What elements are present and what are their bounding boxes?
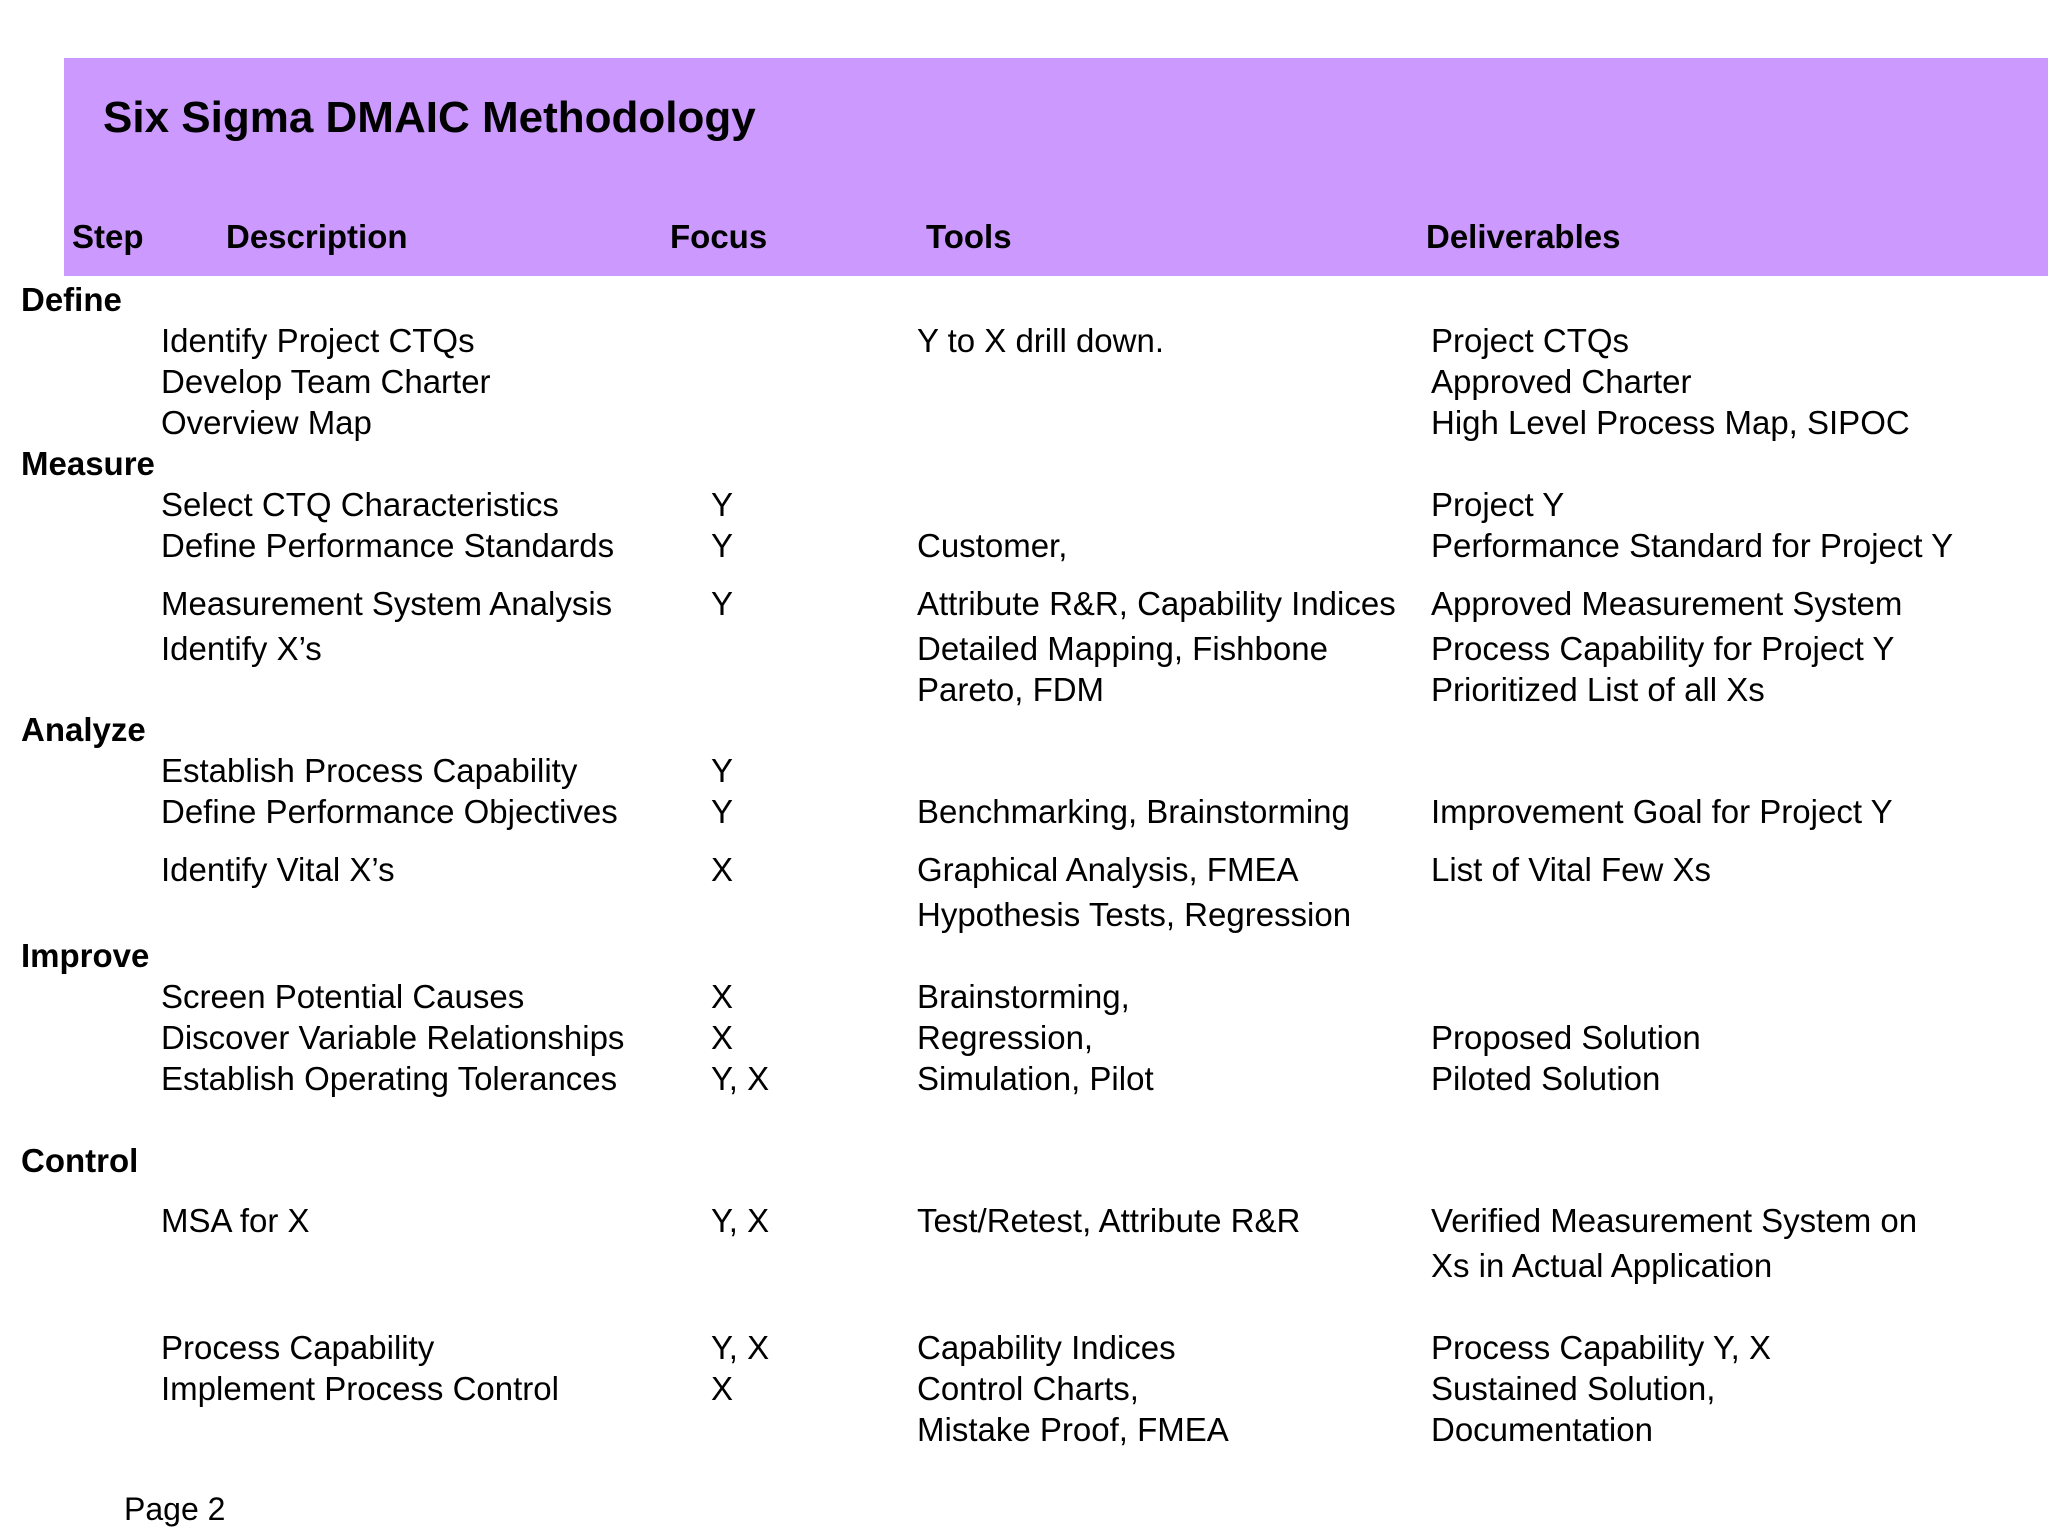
row-description: Overview Map xyxy=(161,404,372,441)
row-description: Establish Operating Tolerances xyxy=(161,1060,618,1097)
row-deliverables: Project CTQs xyxy=(1431,322,1630,359)
row-deliverables: Prioritized List of all Xs xyxy=(1431,671,1765,708)
row-description: MSA for X xyxy=(161,1202,310,1239)
header-deliverables: Deliverables xyxy=(1426,218,1621,255)
row-deliverables: Verified Measurement System on xyxy=(1431,1202,1918,1239)
row-tools: Graphical Analysis, FMEA xyxy=(917,851,1299,888)
row-description: Establish Process Capability xyxy=(161,752,578,789)
row-tools: Pareto, FDM xyxy=(917,671,1105,708)
row-description: Implement Process Control xyxy=(161,1370,559,1407)
row-tools: Test/Retest, Attribute R&R xyxy=(917,1202,1301,1239)
row-description: Process Capability xyxy=(161,1329,435,1366)
header-step: Step xyxy=(72,218,144,255)
row-tools: Capability Indices xyxy=(917,1329,1176,1366)
row-deliverables: Approved Measurement System xyxy=(1431,585,1903,622)
row-focus: Y xyxy=(711,793,734,830)
row-focus: Y xyxy=(711,486,734,523)
row-deliverables: Proposed Solution xyxy=(1431,1019,1701,1056)
row-focus: Y, X xyxy=(711,1329,770,1366)
row-focus: Y, X xyxy=(711,1060,770,1097)
row-tools: Customer, xyxy=(917,527,1068,564)
row-deliverables: High Level Process Map, SIPOC xyxy=(1431,404,1910,441)
row-deliverables: Process Capability for Project Y xyxy=(1431,630,1895,667)
header-tools: Tools xyxy=(926,218,1012,255)
row-focus: X xyxy=(711,978,734,1015)
row-focus: Y xyxy=(711,527,734,564)
row-tools: Benchmarking, Brainstorming xyxy=(917,793,1350,830)
row-tools: Regression, xyxy=(917,1019,1094,1056)
row-description: Screen Potential Causes xyxy=(161,978,525,1015)
row-deliverables: Project Y xyxy=(1431,486,1565,523)
row-deliverables: Piloted Solution xyxy=(1431,1060,1661,1097)
step-analyze: Analyze xyxy=(21,711,146,748)
header-description: Description xyxy=(226,218,408,255)
row-tools: Simulation, Pilot xyxy=(917,1060,1154,1097)
page-title: Six Sigma DMAIC Methodology xyxy=(103,93,756,142)
step-improve: Improve xyxy=(21,937,150,974)
row-description: Define Performance Standards xyxy=(161,527,615,564)
row-deliverables: List of Vital Few Xs xyxy=(1431,851,1712,888)
step-measure: Measure xyxy=(21,445,155,482)
row-tools: Brainstorming, xyxy=(917,978,1130,1015)
row-deliverables: Documentation xyxy=(1431,1411,1653,1448)
row-description: Discover Variable Relationships xyxy=(161,1019,625,1056)
row-deliverables: Process Capability Y, X xyxy=(1431,1329,1771,1366)
row-tools: Attribute R&R, Capability Indices xyxy=(917,585,1396,622)
page-number: Page 2 xyxy=(124,1491,226,1527)
row-description: Define Performance Objectives xyxy=(161,793,618,830)
row-tools: Control Charts, xyxy=(917,1370,1139,1407)
row-tools: Y to X drill down. xyxy=(917,322,1165,359)
row-focus: Y xyxy=(711,752,734,789)
row-deliverables: Sustained Solution, xyxy=(1431,1370,1716,1407)
row-focus: X xyxy=(711,851,734,888)
row-focus: Y xyxy=(711,585,734,622)
row-deliverables: Improvement Goal for Project Y xyxy=(1431,793,1893,830)
row-description: Identify Project CTQs xyxy=(161,322,475,359)
row-description: Select CTQ Characteristics xyxy=(161,486,559,523)
row-deliverables: Xs in Actual Application xyxy=(1431,1247,1773,1284)
row-deliverables: Approved Charter xyxy=(1431,363,1692,400)
step-control: Control xyxy=(21,1142,139,1179)
row-deliverables: Performance Standard for Project Y xyxy=(1431,527,1954,564)
row-focus: X xyxy=(711,1019,734,1056)
header-focus: Focus xyxy=(670,218,768,255)
row-description: Identify Vital X’s xyxy=(161,851,395,888)
row-tools: Detailed Mapping, Fishbone xyxy=(917,630,1328,667)
row-focus: X xyxy=(711,1370,734,1407)
row-description: Develop Team Charter xyxy=(161,363,491,400)
row-focus: Y, X xyxy=(711,1202,770,1239)
row-description: Measurement System Analysis xyxy=(161,585,613,622)
row-tools: Mistake Proof, FMEA xyxy=(917,1411,1229,1448)
row-description: Identify X’s xyxy=(161,630,322,667)
step-define: Define xyxy=(21,281,122,318)
row-tools: Hypothesis Tests, Regression xyxy=(917,896,1352,933)
